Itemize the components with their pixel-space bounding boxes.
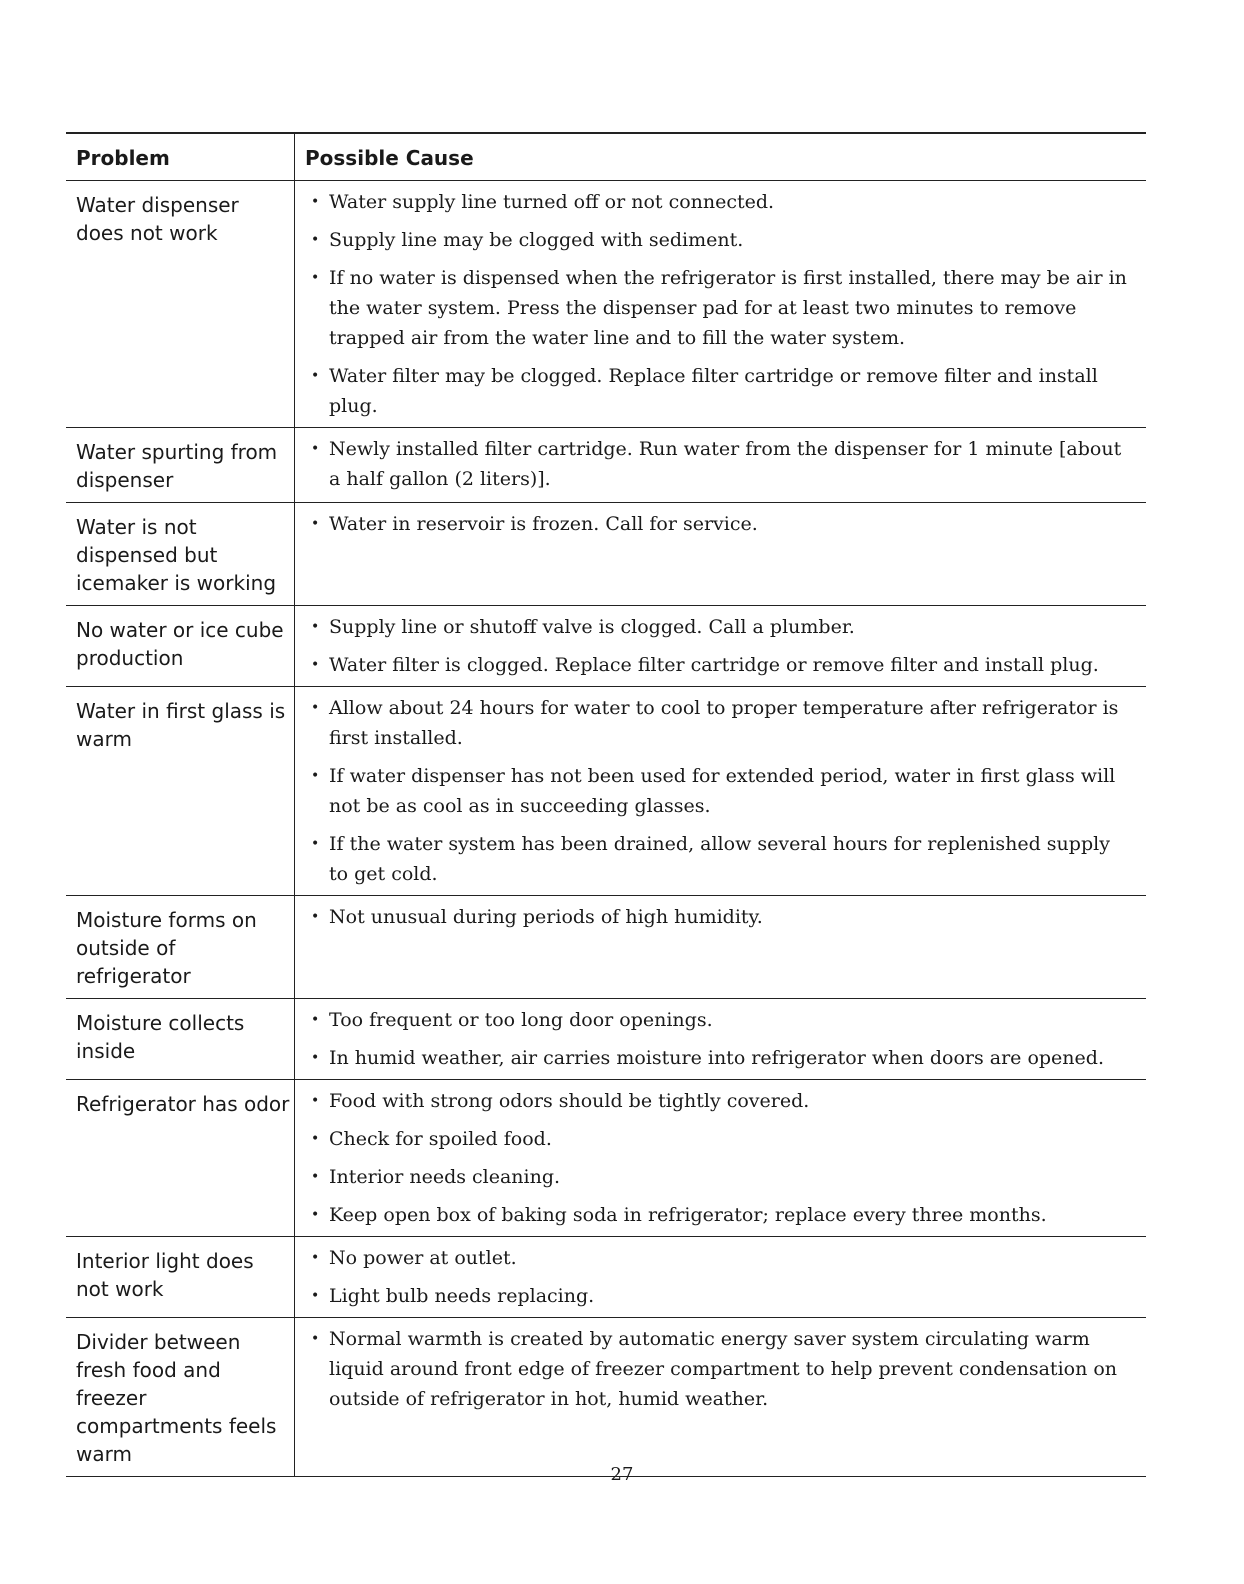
cause-list-item <box>307 693 1132 753</box>
cause-list-item <box>307 902 1132 932</box>
cause-text: Supply line or shutoff valve is clogged. Call a plumber. <box>329 616 855 638</box>
cause-list-item <box>307 1124 1132 1154</box>
table-header-row <box>66 133 1146 181</box>
problem-cell: Interior light does not work <box>66 1237 295 1318</box>
page-number: 27 <box>610 1464 634 1485</box>
possible-cause-cell <box>295 181 1147 428</box>
cause-list-item <box>307 761 1132 821</box>
bullet-icon: • <box>311 1288 320 1304</box>
cause-list <box>307 187 1132 421</box>
cause-list <box>307 434 1132 494</box>
bullet-icon: • <box>311 1331 320 1347</box>
cause-list-item <box>307 1243 1132 1273</box>
cause-text: In humid weather, air carries moisture into refrigerator when doors are opened. <box>329 1047 1104 1069</box>
possible-cause-cell <box>295 1237 1147 1318</box>
possible-cause-cell <box>295 1080 1147 1237</box>
table-row <box>66 1318 1146 1477</box>
problem-cell: No water or ice cube production <box>66 606 295 687</box>
bullet-icon: • <box>311 1169 320 1185</box>
cause-text: Water in reservoir is frozen. Call for service. <box>329 513 758 535</box>
table-row <box>66 181 1146 428</box>
table-body <box>66 181 1146 1477</box>
cause-text: Food with strong odors should be tightly covered. <box>329 1090 810 1112</box>
cause-text: Newly installed filter cartridge. Run water from the dispenser for 1 minute [about a half gallon (2 liters)]. <box>329 438 1122 490</box>
cause-list <box>307 1005 1132 1073</box>
cause-list-item <box>307 225 1132 255</box>
cause-list-item <box>307 263 1132 353</box>
possible-cause-cell <box>295 503 1147 606</box>
cause-text: Light bulb needs replacing. <box>329 1285 595 1307</box>
cause-list-item <box>307 434 1132 494</box>
possible-cause-column-header: Possible Cause <box>295 133 1147 181</box>
problem-cell: Moisture forms on outside of refrigerator <box>66 896 295 999</box>
possible-cause-cell <box>295 999 1147 1080</box>
table-row <box>66 428 1146 503</box>
cause-text: Too frequent or too long door openings. <box>329 1009 713 1031</box>
bullet-icon: • <box>311 768 320 784</box>
cause-text: If the water system has been drained, allow several hours for replenished supply to get cold. <box>329 833 1110 885</box>
cause-text: Allow about 24 hours for water to cool to proper temperature after refrigerator is first installed. <box>329 697 1119 749</box>
cause-text: Normal warmth is created by automatic energy saver system circulating warm liquid around front edge of freezer compartment to help prevent condensation on outside of refrigerator in hot, humid weather. <box>329 1328 1118 1410</box>
cause-list-item <box>307 361 1132 421</box>
cause-list-item <box>307 612 1132 642</box>
problem-cell: Refrigerator has odor <box>66 1080 295 1237</box>
cause-list-item <box>307 1324 1132 1414</box>
possible-cause-cell <box>295 428 1147 503</box>
bullet-icon: • <box>311 1093 320 1109</box>
bullet-icon: • <box>311 194 320 210</box>
bullet-icon: • <box>311 1250 320 1266</box>
cause-text: Water filter is clogged. Replace filter cartridge or remove filter and install plug. <box>329 654 1099 676</box>
cause-list-item <box>307 509 1132 539</box>
cause-text: If no water is dispensed when the refrigerator is first installed, there may be air in the water system. Press the dispenser pad for at least two minutes to remove trapped air from the water line and to fill the water system. <box>329 267 1127 349</box>
troubleshooting-table <box>66 132 1146 1477</box>
cause-list <box>307 1086 1132 1230</box>
cause-list-item <box>307 1005 1132 1035</box>
bullet-icon: • <box>311 909 320 925</box>
table-row <box>66 1237 1146 1318</box>
possible-cause-cell <box>295 606 1147 687</box>
bullet-icon: • <box>311 700 320 716</box>
table-row <box>66 999 1146 1080</box>
cause-text: No power at outlet. <box>329 1247 517 1269</box>
table-row <box>66 1080 1146 1237</box>
table-row <box>66 896 1146 999</box>
bullet-icon: • <box>311 1207 320 1223</box>
bullet-icon: • <box>311 619 320 635</box>
bullet-icon: • <box>311 657 320 673</box>
table-row <box>66 687 1146 896</box>
possible-cause-cell <box>295 687 1147 896</box>
bullet-icon: • <box>311 232 320 248</box>
bullet-icon: • <box>311 1012 320 1028</box>
cause-text: Check for spoiled food. <box>329 1128 552 1150</box>
possible-cause-cell <box>295 896 1147 999</box>
problem-cell: Water in first glass is warm <box>66 687 295 896</box>
problem-column-header: Problem <box>66 133 295 181</box>
table-row <box>66 503 1146 606</box>
bullet-icon: • <box>311 1131 320 1147</box>
cause-text: Supply line may be clogged with sediment. <box>329 229 744 251</box>
problem-cell: Water dispenser does not work <box>66 181 295 428</box>
cause-list-item <box>307 1043 1132 1073</box>
problem-cell: Divider between fresh food and freezer compartments feels warm <box>66 1318 295 1477</box>
cause-list-item <box>307 1086 1132 1116</box>
bullet-icon: • <box>311 368 320 384</box>
cause-list <box>307 693 1132 889</box>
cause-list <box>307 902 1132 932</box>
cause-list-item <box>307 1162 1132 1192</box>
cause-list-item <box>307 650 1132 680</box>
bullet-icon: • <box>311 516 320 532</box>
cause-list <box>307 1243 1132 1311</box>
bullet-icon: • <box>311 441 320 457</box>
problem-cell: Moisture collects inside <box>66 999 295 1080</box>
cause-text: Interior needs cleaning. <box>329 1166 561 1188</box>
bullet-icon: • <box>311 1050 320 1066</box>
bullet-icon: • <box>311 836 320 852</box>
cause-text: Water filter may be clogged. Replace filter cartridge or remove filter and install plug. <box>329 365 1098 417</box>
cause-list <box>307 1324 1132 1414</box>
cause-list <box>307 509 1132 539</box>
cause-text: Not unusual during periods of high humidity. <box>329 906 763 928</box>
problem-cell: Water spurting from dispenser <box>66 428 295 503</box>
cause-list <box>307 612 1132 680</box>
bullet-icon: • <box>311 270 320 286</box>
cause-list-item <box>307 1281 1132 1311</box>
table-row <box>66 606 1146 687</box>
cause-list-item <box>307 1200 1132 1230</box>
cause-text: Keep open box of baking soda in refrigerator; replace every three months. <box>329 1204 1047 1226</box>
cause-list-item <box>307 187 1132 217</box>
cause-text: Water supply line turned off or not connected. <box>329 191 775 213</box>
problem-cell: Water is not dispensed but icemaker is working <box>66 503 295 606</box>
cause-list-item <box>307 829 1132 889</box>
cause-text: If water dispenser has not been used for extended period, water in first glass will not be as cool as in succeeding glasses. <box>329 765 1116 817</box>
possible-cause-cell <box>295 1318 1147 1477</box>
